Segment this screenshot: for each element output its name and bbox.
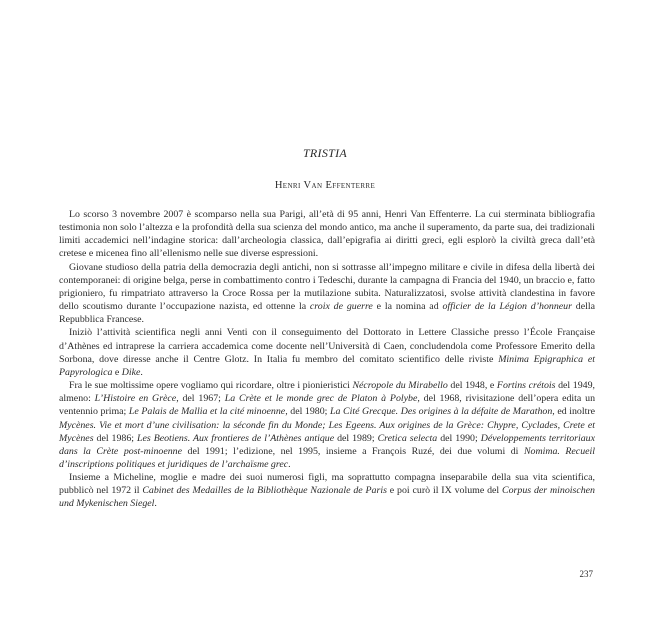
paragraph [59, 208, 595, 261]
author-name: Henri Van Effenterre [274, 180, 376, 191]
article-body [59, 208, 595, 511]
text-run: e la nomina ad [372, 301, 443, 313]
text-run: e poi curò il IX volume del [386, 485, 503, 497]
italic-text: Développements territoriaux dans la Crète post-minoenne [59, 432, 595, 457]
italic-text: Mycènes. Vie et mort d’une civilisation: la séconde fin du Monde; Les Egeens. Aux origines de la Grèce: Chypre, Cyclades, Crete et Mycènes [59, 419, 595, 444]
italic-text: Les Beotiens. Aux frontieres de l’Athènes antique [137, 432, 335, 444]
text-run: Iniziò l’attività scientifica negli anni Venti con il conseguimento del Dottorato in Lettere Classiche presso l’École Française d’Athènes ed intraprese la carriera accademica come docente nell’Università di Caen, concludendola come Professore Emerito della Sorbona, dove diresse anche il Centre Glotz. In Italia fu membro del comitato scientifico delle riviste [59, 327, 595, 365]
italic-text: La Cité Grecque. Des origines à la défaite de Marathon [329, 406, 553, 418]
text-run: del 1990; [437, 432, 481, 444]
text-run: del 1991; l’edizione, nel 1995, insieme a François Ruzé, dei due volumi di [181, 445, 524, 457]
text-run: , ed inoltre [552, 406, 595, 418]
paragraph [59, 471, 595, 510]
italic-text: L’Histoire en Grèce [94, 393, 177, 405]
text-run: Lo scorso 3 novembre 2007 è scomparso nella sua Parigi, all’età di 95 anni, Henri Van Effenterre. La cui sterminata bibliografia testimonia non solo l’altezza e la profondità della sua scienza del mondo antico, ma anche il superamento, da parte sua, dei tradizionali limiti accademici nell’indagine storica: dall’archeologia classica, dall’epigrafia ai diritti greci, egli esplorò la civiltà greca dall’età cretese e micenea fino all’ellenismo nelle sue diverse espressioni. [59, 209, 595, 260]
paragraph [59, 261, 595, 327]
text-run: Giovane studioso della patria della democrazia degli antichi, non si sottrasse all’impegno militare e civile in difesa della libertà dei contemporanei: di origine belga, perse in combattimento contro i Tedeschi, durante la campagna di Francia del 1940, un braccio e, fatto prigioniero, fu rimpatriato attraverso la Croce Rossa per la mutilazione subita. Naturalizzatosi, svolse attività clandestina in favore dello scoutismo durante l’occupazione nazista, ed ottenne la [59, 261, 595, 313]
italic-text: Fortins crétois [496, 380, 556, 392]
text-run: , del 1980; [285, 406, 330, 418]
italic-text: La Crète et le monde grec de Platon à Polybe [224, 393, 418, 405]
italic-text: Dike [121, 366, 141, 378]
italic-text: Le Palais de Mallia et la cité minoenne [128, 406, 286, 418]
page-title: TRISTIA [302, 146, 348, 160]
text-run: della Repubblica Francese. [59, 301, 595, 326]
italic-text: Minima Epigraphica et Papyrologica [59, 353, 595, 378]
text-run: , del 1967; [176, 393, 225, 405]
text-run: Insieme a Micheline, moglie e madre dei suoi numerosi figli, ma soprattutto compagna inseparabile della sua vita scientifica, pubblicò nel 1972 il [59, 472, 595, 497]
paragraph [59, 326, 595, 379]
text-run: e [112, 366, 122, 378]
italic-text: Cretica selecta [377, 432, 438, 444]
text-run: . [154, 498, 157, 510]
text-run: del 1949, almeno: [59, 380, 595, 405]
text-run: del 1989; [334, 432, 378, 444]
text-run: del 1948, e [447, 380, 497, 392]
italic-text: Nécropole du Mirabello [352, 380, 448, 392]
italic-text: Nomima. Recueil d’inscriptions politiques et juridiques de l’archaïsme grec [59, 445, 596, 470]
text-run: Fra le sue moltissime opere vogliamo qui ricordare, oltre i pionieristici [69, 380, 353, 392]
italic-text: Cabinet des Medailles de la Bibliothèque Nazionale de Paris [142, 485, 387, 497]
text-run: . [140, 366, 143, 378]
text-run: . [288, 458, 291, 470]
paragraph [59, 379, 595, 471]
page-number: 237 [579, 569, 593, 579]
text-run: , del 1968, rivisitazione dell’opera edita un ventennio prima; [59, 393, 596, 418]
text-run: del 1986; [93, 432, 138, 444]
italic-text: Corpus der minoischen und Mykenischen Siegel [59, 485, 595, 510]
italic-text: croix de guerre [309, 301, 373, 313]
italic-text: officier de la Légion d’honneur [442, 301, 572, 313]
